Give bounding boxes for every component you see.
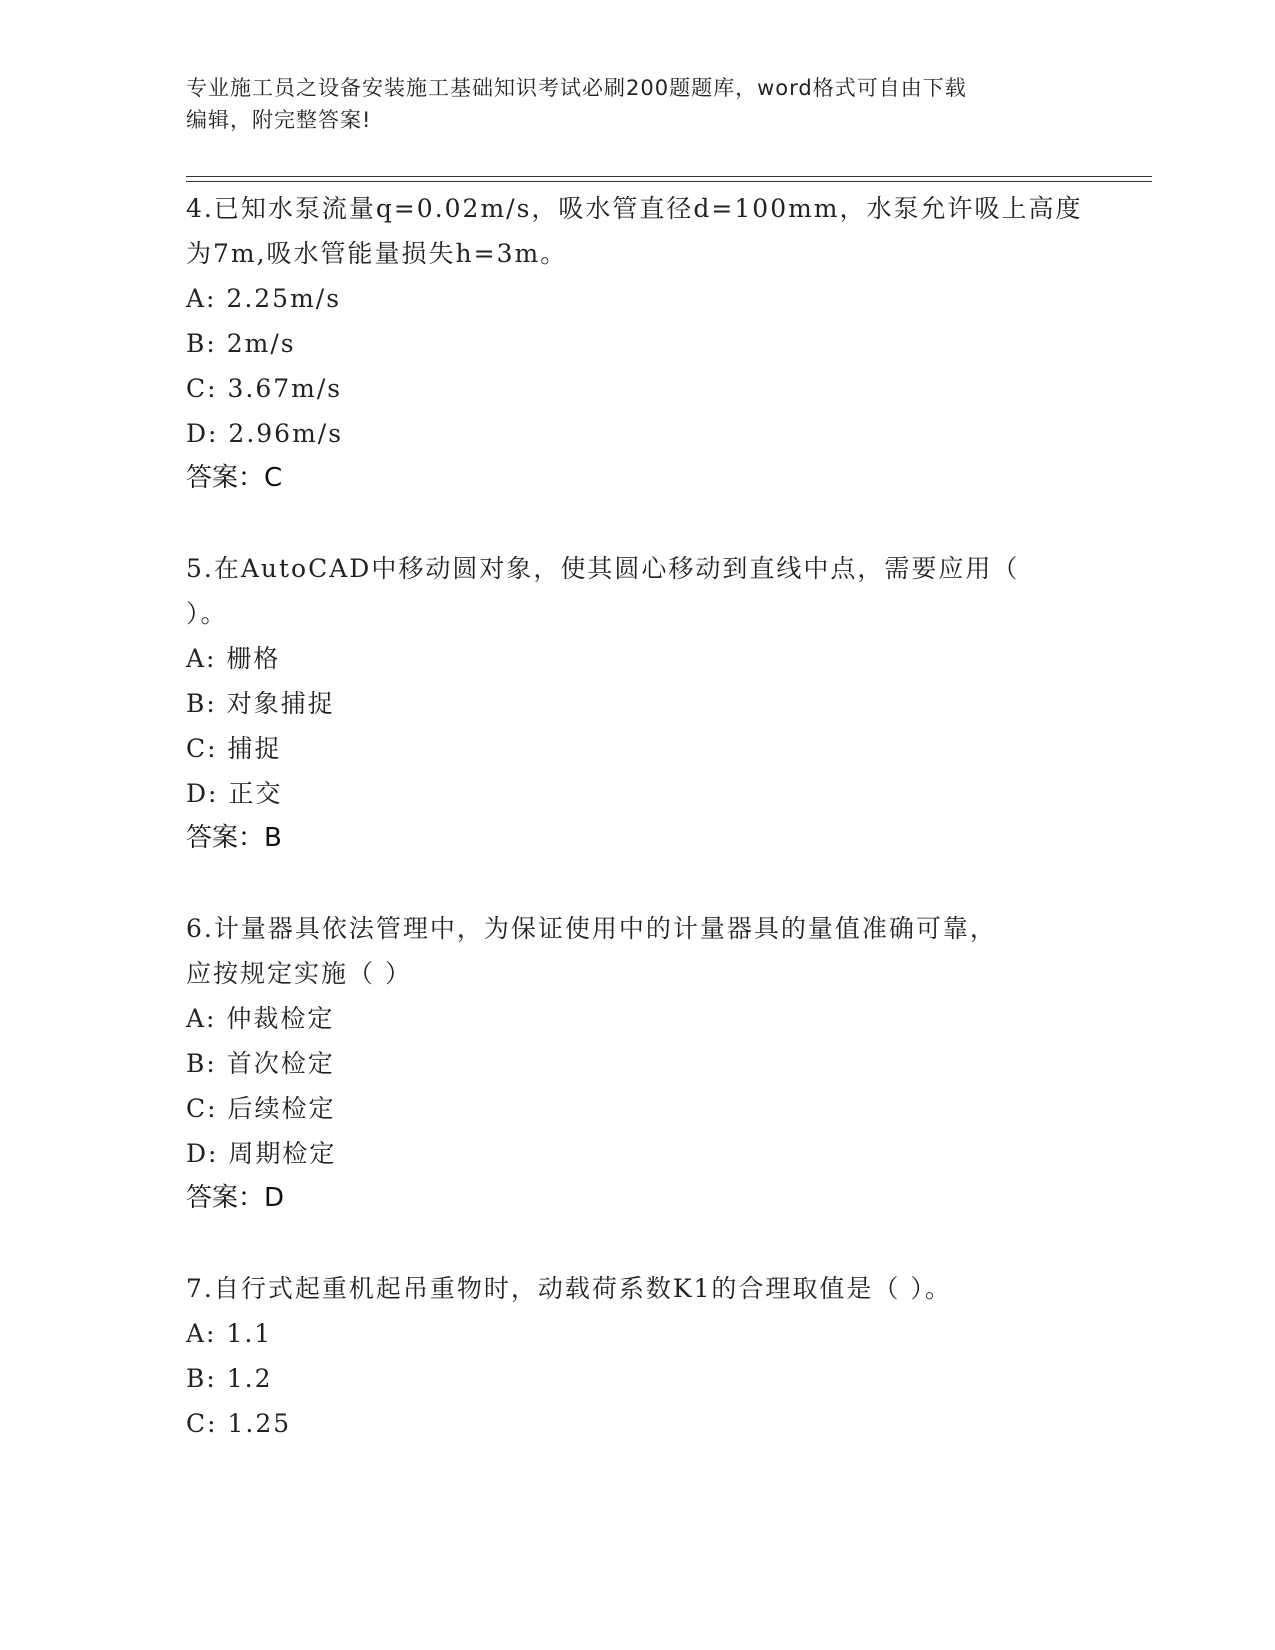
question-4-option-a: A: 2.25m/s: [186, 284, 342, 313]
header-rule-top: [186, 176, 1152, 177]
question-5-option-c: C: 捕捉: [186, 734, 282, 763]
question-5-stem-line-2: ）。: [186, 599, 228, 628]
question-5-option-d: D: 正交: [186, 779, 283, 808]
question-6-stem-line-1: 6.计量器具依法管理中，为保证使用中的计量器具的量值准确可靠，: [186, 914, 997, 943]
question-7-option-b: B: 1.2: [186, 1364, 273, 1393]
question-7-stem-line-1: 7.自行式起重机起吊重物时，动载荷系数K1的合理取值是（ ）。: [186, 1274, 952, 1303]
question-4-stem-line-2: 为7m,吸水管能量损失h=3m。: [186, 239, 568, 268]
question-6-option-b: B: 首次检定: [186, 1049, 335, 1078]
header-line-2: 编辑，附完整答案!: [186, 108, 372, 132]
question-5-answer: 答案：B: [186, 823, 282, 853]
document-header: [186, 72, 1086, 136]
question-4-option-d: D: 2.96m/s: [186, 419, 344, 448]
header-rule-bottom: [186, 181, 1152, 182]
question-5-stem-line-1: 5.在AutoCAD中移动圆对象，使其圆心移动到直线中点，需要应用（: [186, 554, 1020, 583]
question-5-option-a: A: 栅格: [186, 644, 281, 673]
question-4-answer: 答案：C: [186, 463, 283, 493]
question-7-option-a: A: 1.1: [186, 1319, 273, 1348]
question-6-option-d: D: 周期检定: [186, 1139, 337, 1168]
question-7-option-c: C: 1.25: [186, 1409, 292, 1438]
question-5-option-b: B: 对象捕捉: [186, 689, 335, 718]
question-6-option-a: A: 仲裁检定: [186, 1004, 335, 1033]
question-4-stem-line-1: 4.已知水泵流量q=0.02m/s，吸水管直径d=100mm，水泵允许吸上高度: [186, 194, 1083, 223]
question-6-option-c: C: 后续检定: [186, 1094, 336, 1123]
question-4-option-c: C: 3.67m/s: [186, 374, 343, 403]
question-6-stem-line-2: 应按规定实施（ ）: [186, 959, 412, 988]
question-6-answer: 答案：D: [186, 1183, 285, 1213]
header-line-1: 专业施工员之设备安装施工基础知识考试必刷200题题库，word格式可自由下载: [186, 76, 967, 100]
question-4-option-b: B: 2m/s: [186, 329, 296, 358]
